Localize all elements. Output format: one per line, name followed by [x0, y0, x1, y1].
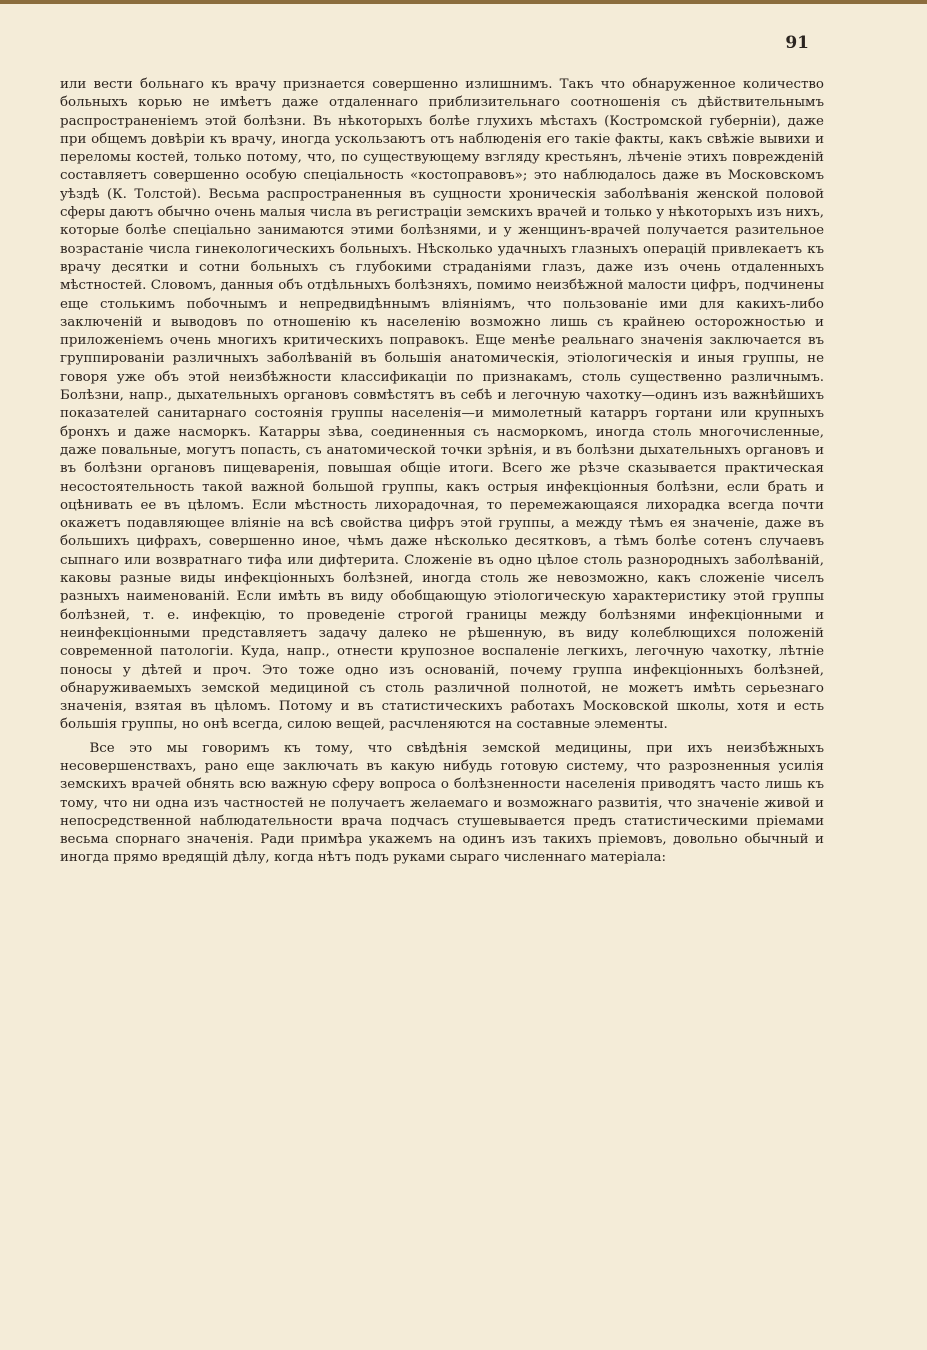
page-edge [0, 0, 927, 4]
paragraph-1: или вести больнаго къ врачу признается совершенно излишнимъ. Такъ что обнаруженное количество больныхъ корью не имѣетъ даже отдаленнаго приблизительнаго соотношенія съ дѣйствительнымъ распространеніемъ этой болѣзни. Въ нѣкоторыхъ болѣе глухихъ мѣстахъ (Костромской губерніи), даже при общемъ довѣріи къ врачу, иногда ускользаютъ отъ наблюденія его такіе факты, какъ свѣжіе вывихи и переломы костей, только потому, что, по существующему взгляду крестьянъ, лѣченіе этихъ поврежденій составляетъ совершенно особую спеціальность «костоправовъ»; это наблюдалось даже въ Московскомъ уѣздѣ (К. Толстой). Весьма распространенныя въ сущности хроническія заболѣванія женской половой сферы даютъ обычно очень малыя числа въ регистраціи земскихъ врачей и только у нѣкоторыхъ изъ нихъ, которые болѣе спеціально занимаются этими болѣзнями, и у женщинъ-врачей получается разительное возрастаніе числа гинекологическихъ больныхъ. Нѣсколько удачныхъ глазныхъ операцій привлекаетъ къ врачу десятки и сотни больныхъ съ глубокими страданіями глазъ, даже изъ очень отдаленныхъ мѣстностей. Словомъ, данныя объ отдѣльныхъ болѣзняхъ, помимо неизбѣжной малости цифръ, подчинены еще столькимъ побочнымъ и непредвидѣннымъ вліяніямъ, что пользованіе ими для какихъ-либо заключеній и выводовъ по отношенію къ населенію возможно лишь съ крайнею осторожностью и приложеніемъ очень многихъ критическихъ поправокъ. Еще менѣе реальнаго значенія заключается въ группированіи различныхъ заболѣваній въ большія анатомическія, этіологическія и иныя группы, не говоря уже объ этой неизбѣжности классификаціи по признакамъ, столь существенно различнымъ. Болѣзни, напр., дыхательныхъ органовъ совмѣстятъ въ себѣ и легочную чахотку—одинъ изъ важнѣйшихъ показателей санитарнаго состоянія группы населенія—и мимолетный катарръ гортани или крупныхъ бронхъ и даже насморкъ. Катарры зѣва, соединенныя съ насморкомъ, иногда столь многочисленные, даже повальные, могутъ попасть, съ анатомической точки зрѣнія, и въ болѣзни дыхательныхъ органовъ и въ болѣзни органовъ пищеваренія, повышая общіе итоги. Всего же рѣзче сказывается практическая несостоятельность такой важной большой группы, какъ острыя инфекціонныя болѣзни, если брать и оцѣнивать ее въ цѣломъ. Если мѣстность лихорадочная, то перемежающаяся лихорадка всегда почти окажетъ подавляющее вліяніе на всѣ свойства цифръ этой группы, а между тѣмъ ея значеніе, даже въ большихъ цифрахъ, совершенно иное, чѣмъ даже нѣсколько десятковъ, а тѣмъ болѣе сотенъ случаевъ сыпнаго или возвратнаго тифа или дифтерита. Сложеніе въ одно цѣлое столь разнородныхъ заболѣваній, каковы разные виды инфекціонныхъ болѣзней, иногда столь же невозможно, какъ сложеніе чиселъ разныхъ наименованій. Если имѣть въ виду обобщающую этіологическую характеристику этой группы болѣзней, т. е. инфекцію, то проведеніе строгой границы между болѣзнями инфекціонными и неинфекціонными представляетъ задачу далеко не рѣшенную, въ виду колеблющихся положеній современной патологіи. Куда, напр., отнести крупозное воспаленіе легкихъ, легочную чахотку, лѣтніе поносы у дѣтей и проч. Это тоже одно изъ основаній, почему группа инфекціонныхъ болѣзней, обнаруживаемыхъ земской медициной съ столь различной полнотой, не можетъ имѣть серьезнаго значенія, взятая въ цѣломъ. Потому и въ статистическихъ работахъ Московской школы, хотя и есть большія группы, но онѣ всегда, силою вещей, расчленяются на составные элементы. [60, 77, 824, 733]
page-number: 91 [785, 33, 809, 53]
body-text [60, 76, 824, 868]
paragraph-2: Все это мы говоримъ къ тому, что свѣдѣнія земской медицины, при ихъ неизбѣжныхъ несовершенствахъ, рано еще заключать въ какую нибудь готовую систему, что разрозненныя усилія земскихъ врачей обнять всю важную сферу вопроса о болѣзненности населенія приводятъ часто лишь къ тому, что ни одна изъ частностей не получаетъ желаемаго и возможнаго развитія, что значеніе живой и непосредственной наблюдательности врача подчасъ стушевывается предъ статистическими пріемами весьма спорнаго значенія. Ради примѣра укажемъ на одинъ изъ такихъ пріемовъ, довольно обычный и иногда прямо вредящій дѣлу, когда нѣтъ подъ руками сыраго численнаго матеріала: [60, 740, 824, 866]
